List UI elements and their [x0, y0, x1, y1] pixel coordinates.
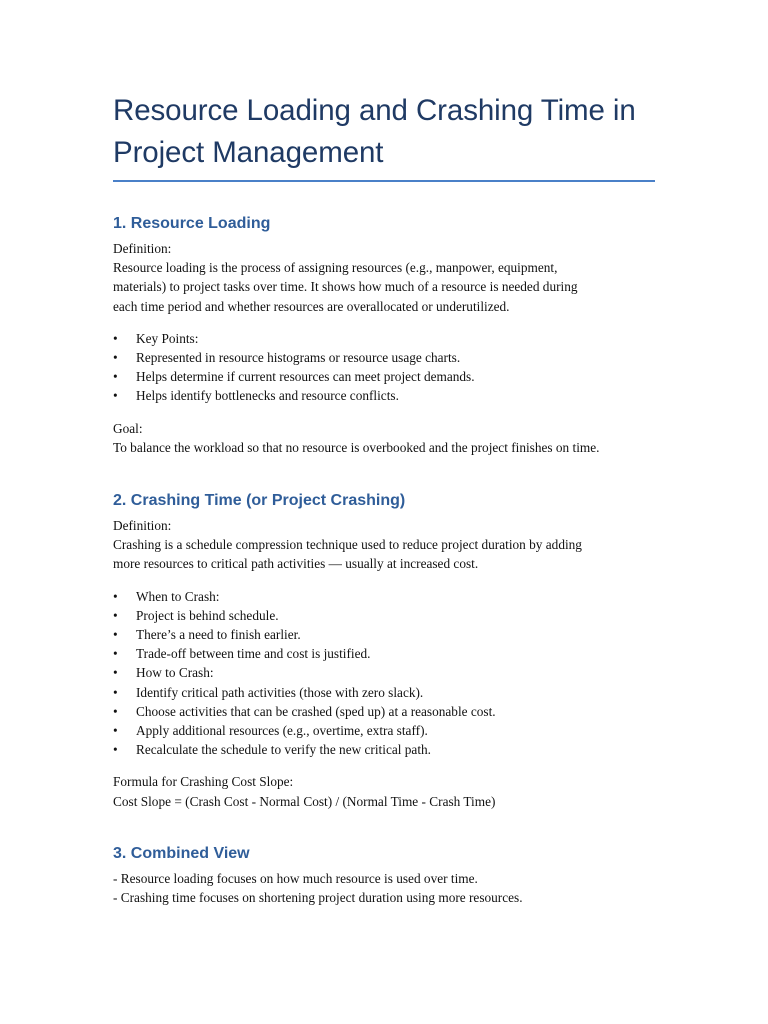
list-item [113, 644, 658, 663]
list-item [113, 348, 658, 367]
crashing-points-list [113, 587, 658, 760]
section-heading: 1. Resource Loading [113, 215, 271, 232]
bullet-icon: • [113, 627, 118, 643]
definition-line: each time period and whether resources are overallocated or underutilized. [113, 298, 510, 314]
list-item-text: Trade-off between time and cost is justified. [136, 646, 371, 662]
bullet-icon: • [113, 742, 118, 758]
definition-line: materials) to project tasks over time. It shows how much of a resource is needed during [113, 279, 578, 295]
list-item-text: Project is behind schedule. [136, 607, 279, 623]
list-item [113, 367, 658, 386]
section-resource-loading [113, 214, 658, 457]
list-item-text: Identify critical path activities (those with zero slack). [136, 684, 424, 700]
goal-label: Goal: [113, 420, 143, 436]
combined-view-line: - Crashing time focuses on shortening project duration using more resources. [113, 890, 523, 906]
section-heading: 2. Crashing Time (or Project Crashing) [113, 492, 406, 510]
list-item-text: Apply additional resources (e.g., overtime, extra staff). [136, 723, 428, 739]
goal-text: To balance the workload so that no resource is overbooked and the project finishes on time. [113, 439, 600, 455]
definition-line: Crashing is a schedule compression technique used to reduce project duration by adding [113, 537, 582, 553]
list-item-text: Helps identify bottlenecks and resource conflicts. [136, 388, 399, 404]
bullet-icon: • [113, 665, 118, 681]
list-item-text: Recalculate the schedule to verify the new critical path. [136, 742, 431, 758]
definition-line: more resources to critical path activities — usually at increased cost. [113, 556, 479, 572]
combined-view-line: - Resource loading focuses on how much resource is used over time. [113, 870, 478, 886]
list-item [113, 606, 658, 625]
formula-label: Formula for Crashing Cost Slope: [113, 774, 294, 790]
bullet-icon: • [113, 388, 118, 404]
bullet-icon: • [113, 350, 118, 366]
list-item [113, 329, 658, 348]
list-item [113, 663, 658, 682]
document-page [113, 90, 658, 907]
list-item-text: Key Points: [136, 330, 199, 346]
list-item-text: There’s a need to finish earlier. [136, 627, 301, 643]
section-crashing-time [113, 491, 658, 811]
bullet-icon: • [113, 646, 118, 662]
bullet-icon: • [113, 684, 118, 700]
section-combined-view [113, 844, 658, 907]
list-item [113, 721, 658, 740]
list-item [113, 740, 658, 759]
list-item [113, 625, 658, 644]
key-points-list [113, 329, 658, 406]
list-item [113, 702, 658, 721]
list-item [113, 683, 658, 702]
formula-text: Cost Slope = (Crash Cost - Normal Cost) / (Normal Time - Crash Time) [113, 793, 496, 809]
list-item-text: How to Crash: [136, 665, 214, 681]
combined-view-lines [113, 869, 658, 907]
list-item [113, 386, 658, 405]
bullet-icon: • [113, 330, 118, 346]
bullet-icon: • [113, 588, 118, 604]
list-item-text: Helps determine if current resources can meet project demands. [136, 369, 475, 385]
bullet-icon: • [113, 607, 118, 623]
definition-line: Resource loading is the process of assigning resources (e.g., manpower, equipment, [113, 260, 558, 276]
definition-label: Definition: [113, 518, 172, 534]
list-item-text: Choose activities that can be crashed (sped up) at a reasonable cost. [136, 703, 496, 719]
section-heading: 3. Combined View [113, 844, 250, 862]
bullet-icon: • [113, 369, 118, 385]
bullet-icon: • [113, 703, 118, 719]
bullet-icon: • [113, 723, 118, 739]
definition-label: Definition: [113, 241, 172, 256]
title-underline-rule [113, 180, 655, 182]
document-title: Resource Loading and Crashing Time in Project Management [113, 94, 636, 169]
list-item-text: When to Crash: [136, 588, 220, 604]
list-item-text: Represented in resource histograms or resource usage charts. [136, 350, 461, 366]
list-item [113, 587, 658, 606]
